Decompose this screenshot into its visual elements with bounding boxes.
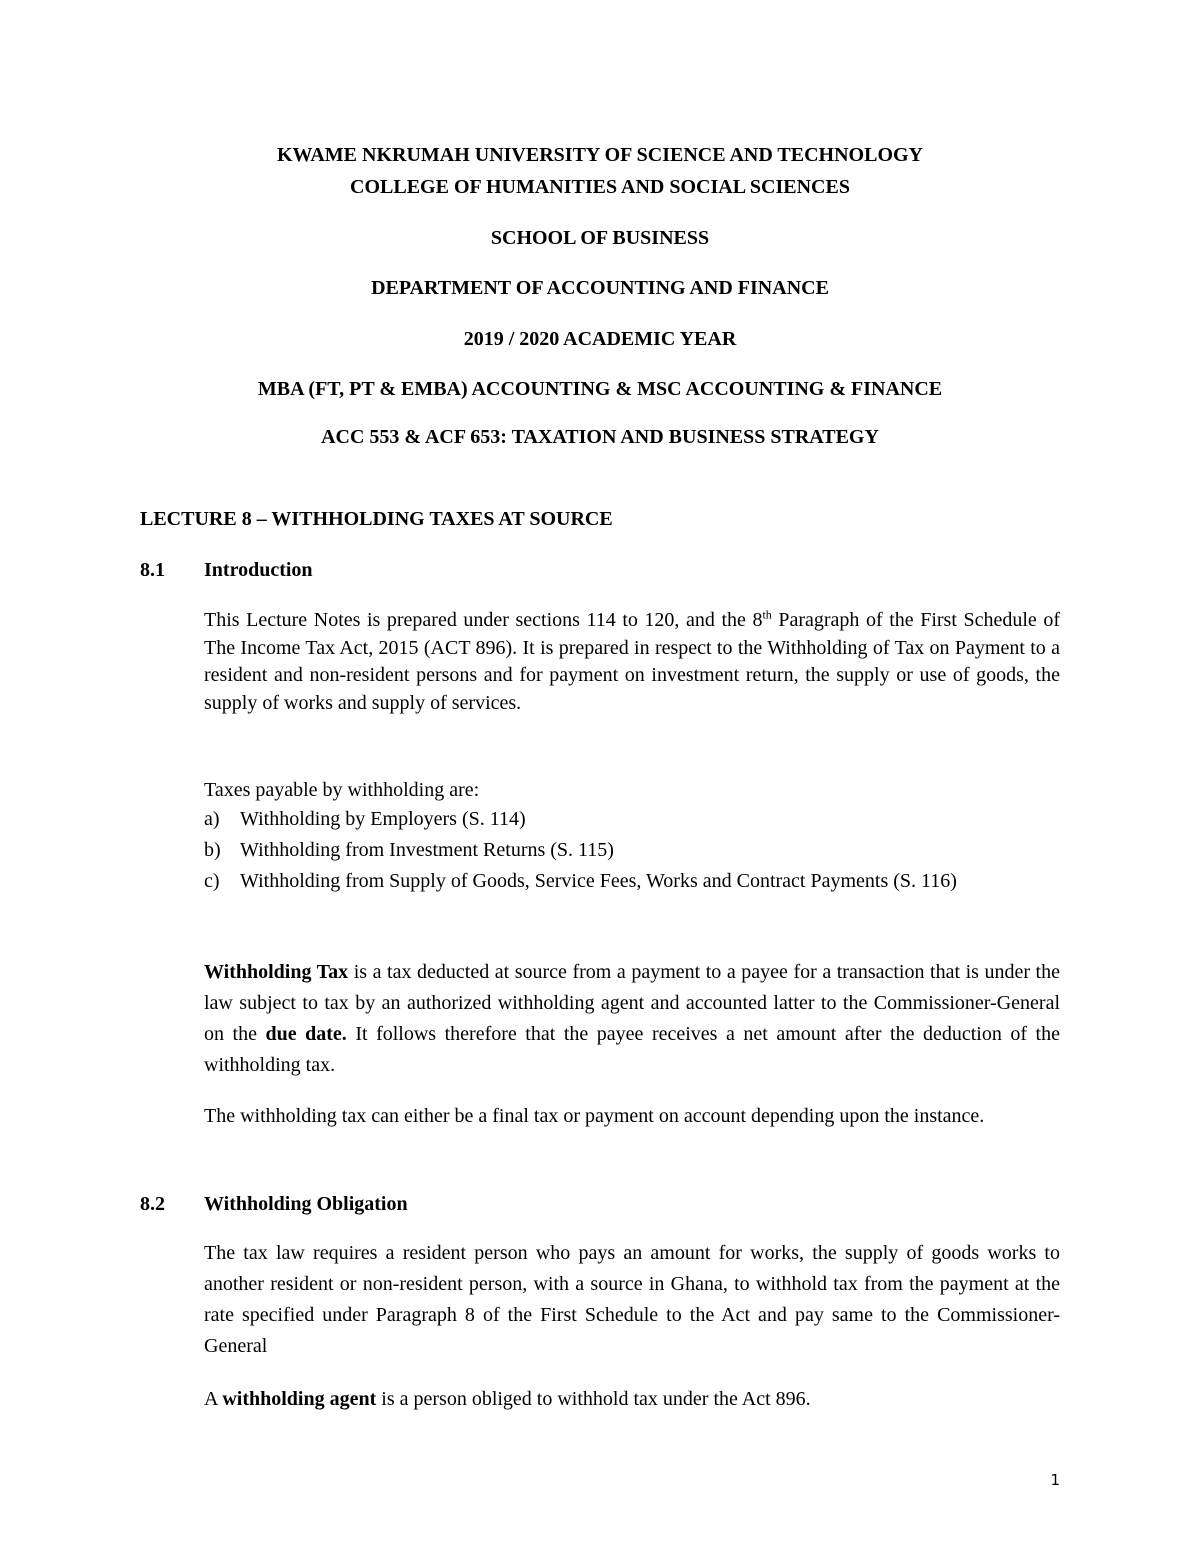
school-name: SCHOOL OF BUSINESS — [490, 227, 710, 249]
agent-suffix: is a person obliged to withhold tax under the Act 896. — [376, 1388, 811, 1410]
definition-term: Withholding Tax — [204, 961, 349, 983]
college-name: COLLEGE OF HUMANITIES AND SOCIAL SCIENCES — [350, 176, 850, 198]
withholding-agent-term: withholding agent — [222, 1388, 377, 1410]
list-marker: a) — [204, 808, 220, 830]
definition-text-end: It follows therefore that the payee receives a net amount after the deduction of the withholding tax. — [204, 1023, 1060, 1076]
department-name: DEPARTMENT OF ACCOUNTING AND FINANCE — [371, 277, 829, 299]
academic-year: 2019 / 2020 ACADEMIC YEAR — [463, 328, 737, 350]
intro-superscript: th — [762, 607, 772, 622]
obligation-paragraph: The tax law requires a resident person who pays an amount for works, the supply of goods works to another resident or non-resident person, with a source in Ghana, to withhold tax from the payment at the rate specified under Paragraph 8 of the First Schedule to the Act and pay same to the Commissioner-General — [204, 1242, 1060, 1357]
withholding-agent-sentence — [204, 1387, 811, 1411]
course-title: ACC 553 & ACF 653: TAXATION AND BUSINESS STRATEGY — [321, 426, 879, 448]
list-marker: b) — [204, 839, 221, 861]
definition-text: is a tax deducted at source from a payment to a payee for a transaction that is under the law subject to tax by an authorized withholding agent and accounted latter to the Commissioner-General on the — [204, 961, 1060, 1045]
list-item: Withholding from Investment Returns (S. 115) — [240, 839, 614, 861]
section-title: Withholding Obligation — [204, 1193, 408, 1215]
list-item: Withholding by Employers (S. 114) — [240, 808, 526, 830]
due-date-term: due date. — [265, 1023, 347, 1045]
section-title: Introduction — [204, 559, 313, 581]
list-item: Withholding from Supply of Goods, Service Fees, Works and Contract Payments (S. 116) — [240, 870, 957, 892]
lecture-title: LECTURE 8 – WITHHOLDING TAXES AT SOURCE — [140, 508, 613, 530]
section-number: 8.1 — [140, 559, 165, 581]
intro-text-end: Paragraph of the First Schedule of The Income Tax Act, 2015 (ACT 896). It is prepared in respect to the Withholding of Tax on Payment to a resident and non-resident persons and for payment on investment return, the supply or use of goods, the supply of works and supply of services. — [204, 609, 1061, 714]
university-name: KWAME NKRUMAH UNIVERSITY OF SCIENCE AND TECHNOLOGY — [277, 144, 923, 166]
intro-paragraph — [204, 607, 1060, 717]
list-marker: c) — [204, 870, 220, 892]
list-intro: Taxes payable by withholding are: — [204, 779, 480, 801]
section-number: 8.2 — [140, 1193, 165, 1215]
page-number: 1 — [1050, 1471, 1060, 1489]
programme-title: MBA (FT, PT & EMBA) ACCOUNTING & MSC ACCOUNTING & FINANCE — [257, 378, 943, 400]
definition-paragraph — [204, 957, 1060, 1081]
agent-prefix: A — [204, 1388, 223, 1410]
final-tax-paragraph: The withholding tax can either be a final tax or payment on account depending upon the instance. — [204, 1105, 985, 1127]
intro-text-start: This Lecture Notes is prepared under sections 114 to 120, and the 8 — [204, 609, 763, 631]
